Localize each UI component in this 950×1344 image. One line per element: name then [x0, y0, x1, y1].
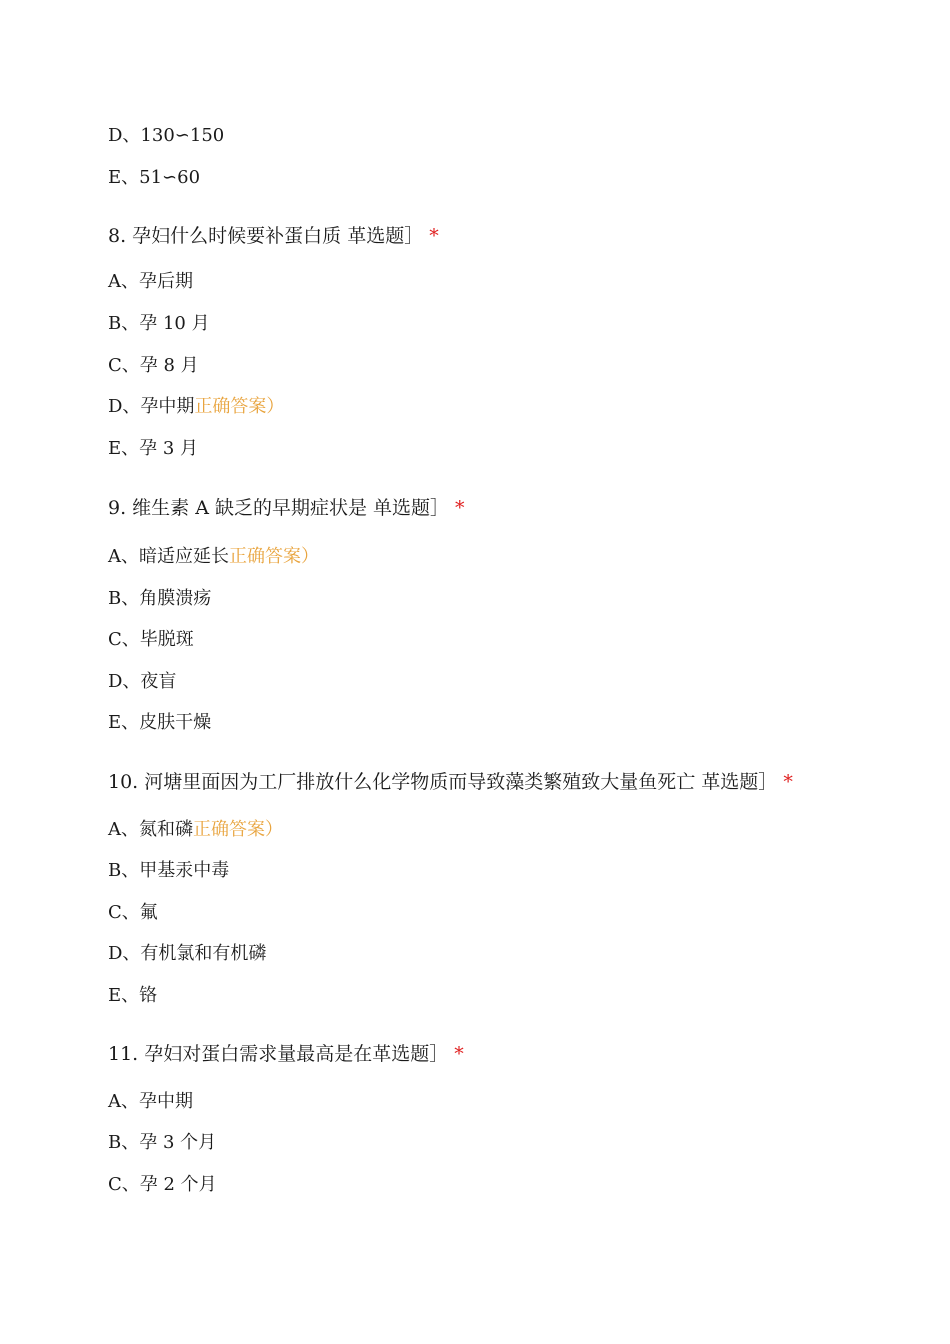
q8-option-b: [108, 312, 210, 336]
q11-option-b-text: B、孕 3 个月: [108, 1132, 217, 1153]
q8-option-e-text: E、孕 3 月: [108, 438, 199, 459]
q10-option-b: [108, 859, 229, 883]
q8-option-c: [108, 354, 199, 378]
q10-option-c-text: C、氟: [108, 902, 158, 923]
q8-option-a: [108, 270, 193, 294]
q10-option-c: [108, 901, 158, 925]
q10-correct-answer-tag: 正确答案）: [193, 819, 283, 840]
q7-option-e: [108, 166, 200, 190]
q11-option-a: [108, 1090, 193, 1114]
q8-option-d-text: D、孕中期: [108, 396, 195, 417]
q7-option-d: [108, 124, 224, 148]
q11-option-c-text: C、孕 2 个月: [108, 1174, 217, 1195]
q7-option-d-text: D、130∽150: [108, 125, 225, 146]
q9-option-d-text: D、夜盲: [108, 671, 177, 692]
q9-option-b: [108, 587, 211, 611]
q9-option-a: [108, 545, 319, 569]
q8-option-a-text: A、孕后期: [108, 271, 193, 292]
q10-title: [108, 770, 793, 794]
q9-option-a-text: A、暗适应延长: [108, 546, 229, 567]
q8-correct-answer-tag: 正确答案）: [194, 396, 285, 417]
q11-option-b: [108, 1131, 216, 1155]
q9-required-mark: *: [455, 497, 465, 519]
q10-option-a-text: A、氮和磷: [108, 819, 193, 840]
q10-required-mark: *: [783, 771, 793, 793]
q9-correct-answer-tag: 正确答案）: [229, 546, 319, 567]
q10-option-a: [108, 818, 283, 842]
q7-option-e-text: E、51∽60: [108, 167, 201, 188]
q9-option-e: [108, 711, 211, 735]
q10-title-text: 10. 河塘里面因为工厂排放什么化学物质而导致藻类繁殖致大量鱼死亡 革选题］: [108, 771, 778, 793]
q10-option-e: [108, 984, 157, 1008]
q11-title-text: 11. 孕妇对蛋白需求量最高是在革选题］: [108, 1043, 449, 1065]
q8-option-e: [108, 437, 198, 461]
q10-option-d: [108, 942, 266, 966]
q8-required-mark: *: [429, 225, 439, 247]
q8-title-text: 8. 孕妇什么时候要补蛋白质 革选题］: [108, 225, 424, 247]
q8-option-d: [108, 395, 284, 419]
q9-option-e-text: E、皮肤干燥: [108, 712, 212, 733]
q9-title-text: 9. 维生素 A 缺乏的早期症状是 单选题］: [108, 497, 450, 519]
q9-option-d: [108, 670, 176, 694]
q8-title: [108, 224, 439, 248]
q11-title: [108, 1042, 464, 1066]
q9-option-c: [108, 628, 194, 652]
q10-option-b-text: B、甲基汞中毒: [108, 860, 230, 881]
q9-option-c-text: C、毕脱斑: [108, 629, 194, 650]
q11-option-c: [108, 1173, 217, 1197]
q10-option-d-text: D、有机氯和有机磷: [108, 943, 267, 964]
q8-option-c-text: C、孕 8 月: [108, 355, 199, 376]
q9-option-b-text: B、角膜溃疡: [108, 588, 212, 609]
q9-title: [108, 496, 465, 520]
q8-option-b-text: B、孕 10 月: [108, 313, 210, 334]
q11-option-a-text: A、孕中期: [108, 1091, 193, 1112]
q11-required-mark: *: [454, 1043, 464, 1065]
q10-option-e-text: E、铬: [108, 985, 158, 1006]
